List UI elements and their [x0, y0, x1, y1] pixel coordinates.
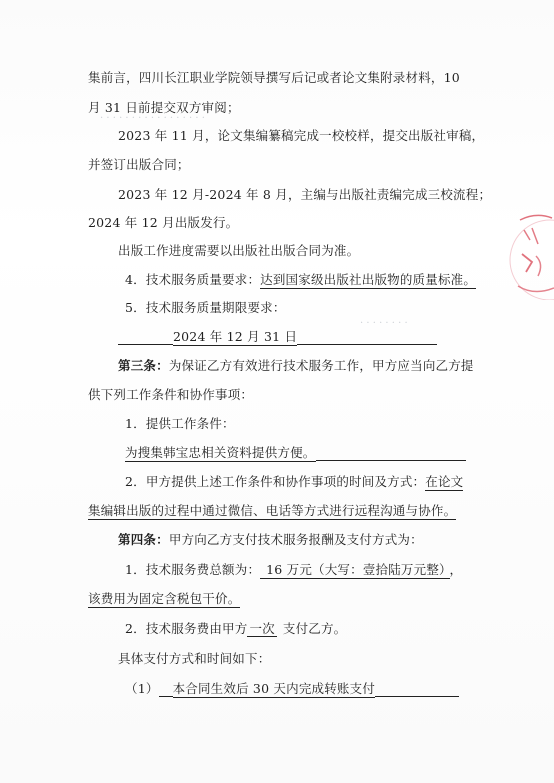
official-seal [508, 210, 554, 300]
article-four-text: 甲方向乙方支付技术服务报酬及支付方式为： [168, 532, 423, 547]
text-line: 供下列工作条件和协作事项： [88, 387, 254, 402]
quality-requirement-label: 4．技术服务质量要求： [125, 272, 261, 287]
payment-item-number: （1） [125, 681, 159, 696]
text-line: 月 31 日前提交双方审阅； [88, 100, 240, 115]
fee-total-line [125, 562, 462, 578]
underline-blank [316, 446, 466, 461]
text-line: 并签订出版合同； [88, 157, 190, 172]
fee-total-value: 16 万元（大写：壹拾陆万元整） [260, 562, 449, 579]
underline-blank [297, 330, 437, 345]
cooperation-value: 在论文 [425, 474, 464, 489]
payment-method-label: 2．技术服务费由甲方 [125, 621, 248, 636]
cooperation-label: 2．甲方提供上述工作条件和协作事项的时间及方式： [125, 474, 426, 489]
fee-note-value: 该费用为固定含税包干价。 [88, 591, 241, 606]
work-condition-line [125, 445, 466, 461]
payment-item-line [125, 681, 459, 697]
work-condition-value: 为搜集韩宝忠相关资料提供方便。 [125, 445, 316, 460]
underline-blank [159, 682, 173, 697]
article-four-label: 第四条： [118, 532, 169, 547]
text-line: 集前言，四川长江职业学院领导撰写后记或者论文集附录材料，10 [88, 70, 460, 85]
bleed-through-mark: · · · · · · · · · · · · · · · · · [100, 113, 205, 124]
bleed-through-mark: · · · · · · · · [360, 318, 408, 329]
text-line: 5．技术服务质量期限要求： [125, 300, 286, 315]
text-line: 具体支付方式和时间如下： [118, 651, 271, 666]
payment-method-suffix: 支付乙方。 [282, 621, 347, 636]
cooperation-value-continued: 集编辑出版的过程中通过微信、电话等方式进行远程沟通与协作。 [88, 503, 457, 518]
text-line: 2024 年 12 月出版发行。 [88, 215, 239, 230]
underline-blank [118, 330, 173, 345]
payment-method-line [125, 621, 346, 637]
payment-method-value: 一次 [249, 621, 275, 636]
punctuation: ， [449, 562, 463, 577]
seal-graphic [508, 210, 554, 300]
payment-item-value: 本合同生效后 30 天内完成转账支付 [172, 681, 376, 696]
fee-total-label: 1．技术服务费总额为： [125, 562, 261, 577]
text-line: 2023 年 12 月-2024 年 8 月，主编与出版社责编完成三校流程； [118, 187, 492, 202]
text-line: 1．提供工作条件： [125, 416, 235, 431]
text-line: 出版工作进度需要以出版社出版合同为准。 [118, 243, 360, 258]
article-four-line [118, 532, 423, 548]
deadline-value: 2024 年 12 月 31 日 [173, 329, 298, 344]
cooperation-continued [88, 503, 456, 519]
quality-requirement-line [125, 272, 476, 288]
deadline-line [118, 329, 437, 345]
underline-blank [375, 682, 459, 697]
quality-requirement-value: 达到国家级出版社出版物的质量标准。 [260, 272, 477, 287]
cooperation-line [125, 474, 463, 490]
article-three-text: 为保证乙方有效进行技术服务工作，甲方应当向乙方提 [168, 358, 474, 373]
fee-note-line [88, 591, 240, 607]
text-line: 2023 年 11 月，论文集编纂稿完成一校校样，提交出版社审稿， [118, 128, 485, 143]
article-three-line [118, 358, 474, 374]
article-three-label: 第三条： [118, 358, 169, 373]
